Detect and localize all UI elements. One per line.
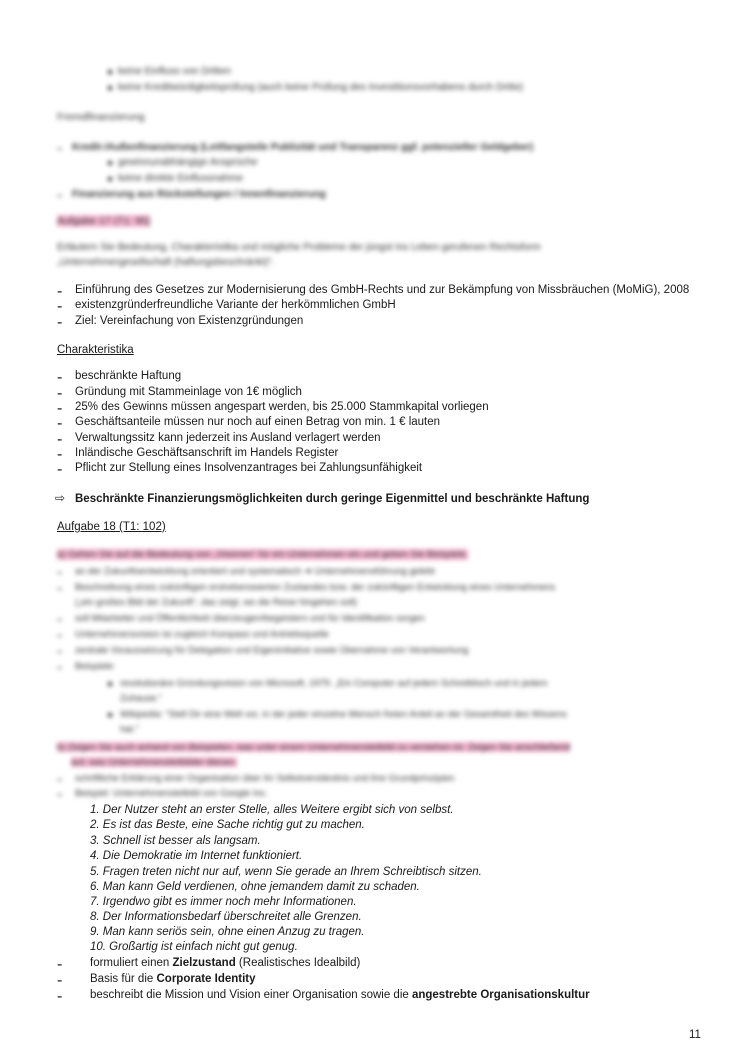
answer-bullet: Ziel: Vereinfachung von Existenzgründungen xyxy=(75,315,304,327)
principle-item: 8. Der Informationsbedarf überschreitet alle Grenzen. xyxy=(90,911,362,923)
blurred-text: Unternehmensvision ist zugleich Kompass und Antriebsquelle xyxy=(75,629,329,639)
characteristic-item: Gründung mit Stammeinlage von 1€ möglich xyxy=(75,386,302,398)
answer-bullet: existenzgründerfreundliche Variante der herkömmlichen GmbH xyxy=(75,299,396,311)
blurred-text: Beschreibung eines zukünftigen erstrebenswerten Zustandes bzw. der zukünftigen Entwicklung eines Unternehmens xyxy=(75,582,556,592)
characteristic-item: Pflicht zur Stellung eines Insolvenzantrages bei Zahlungsunfähigkeit xyxy=(75,462,423,474)
blurred-text: keine Kreditwürdigkeitsprüfung (auch keine Prüfung des Investitionsvorhabens durch Dritte) xyxy=(118,82,524,93)
blurred-question: b) Zeigen Sie auch anhand von Beispielen, was unter einem Unternehmensleitbild zu verstehen ist. Zeigen Sie anschließend xyxy=(57,742,571,752)
blurred-question: „Unternehmergesellschaft (haftungsbeschränkt)“. xyxy=(57,257,275,268)
blurred-text: Finanzierung aus Rückstellungen / Innenfinanzierung xyxy=(72,189,326,200)
document-page: keine Einfluss von Dritten keine Kreditwürdigkeitsprüfung (auch keine Prüfung des Investitionsvorhabens durch Dritte) Fremdfinanzierung - Kredit-/Außenfinanzierung (Leitfangsteile Publizität und Transparenz ggf. potenzieller Geldgeber) gewinnunabhängige Ansprüche keine direkte Einflussnahme - Finanzierung aus Rückstellungen / Innenfinanzierung Aufgabe 17 (T1: 95) Erläutern Sie Bedeutung, Charakteristika und mögliche Probleme der jüngst ins Leben gerufenen Rechtsform „Unternehmergesellschaft (haftungsbeschränkt)“. - Einführung des Gesetzes zur Modernisierung des GmbH-Rechts und zur Bekämpfung von Missbräuchen (MoMiG), 2008 - existenzgründerfreundliche Variante der herkömmlichen GmbH - Ziel: Vereinfachung von Existenzgründungen Charakteristika - beschränkte Haftung - Gründung mit Stammeinlage von 1€ möglich - 25% des Gewinns müssen angespart werden, bis 25.000 Stammkapital vorliegen - Geschäftsanteile müssen nur noch auf einen Betrag von min. 1 € lauten - Verwaltungssitz kann jederzeit ins Ausland verlagert werden - Inländische Geschäftsanschrift im Handels Register - Pflicht zur Stellung eines Insolvenzantrages bei Zahlungsunfähigkeit ⇨ Beschränkte Finanzierungsmöglichkeiten durch geringe Eigenmittel und beschränkte Haftung Aufgabe 18 (T1: 102) a) Gehen Sie auf die Bedeutung von „Visionen“ für ein Unternehmen ein und geben Sie Beispiele. - an der Zukunftsentwicklung orientiert und systematisch ➔ Unternehmensführung gelebt - Beschreibung eines zukünftigen erstrebenswerten Zustandes bzw. der zukünftigen Entwicklung eines Unternehmens („ein großes Bild der Zukunft“, das zeigt, wo die Reise hingehen soll) - soll Mitarbeiter und Öffentlichkeit überzeugen/begeistern und für Identifikation sorgen - Unternehmensvision ist zugleich Kompass und Antriebsquelle - zentrale Voraussetzung für Delegation und Eigeninitiative sowie Übernahme von Verantwortung - Beispiele: revolutionäre Gründungsvision von Microsoft, 1975: „Ein Computer auf jedem Schreibtisch und in jedem Zuhause.“ Wikipedia: “Stell Dir eine Welt vor, in der jeder einzelne Mensch freien Anteil an der Gesamtheit des Wissens hat.” b) Zeigen Sie auch anhand von Beispielen, was unter einem Unternehmensleitbild zu verstehen ist. Zeigen Sie anschließend auf, was Unternehmensleitbilder dienen. - schriftliche Erklärung einer Organisation über ihr Selbstverständnis und ihre Grundprinzipien - Beispiel: Unternehmensleitbild von Google Inc. 1. Der Nutzer steht an erster Stelle, alles Weitere ergibt sich von selbst. 2. Es ist das Beste, eine Sache richtig gut zu machen. 3. Schnell ist besser als langsam. 4. Die Demokratie im Internet funktioniert. 5. Fragen treten nicht nur auf, wenn Sie gerade an Ihrem Schreibtisch sitzen. 6. Man kann Geld verdienen, ohne jemandem damit zu schaden. 7. Irgendwo gibt es immer noch mehr Informationen. 8. Der Informationsbedarf überschreitet alle Grenzen. 9. Man kann seriös sein, ohne einen Anzug zu tragen. 10. Großartig ist einfach nicht gut genug. - formuliert einen Zielzustand (Realistisches Idealbild) - Basis für die Corporate Identity - beschreibt die Mission und Vision einer Organisation sowie die angestrebte Organisationskultur 11 xyxy=(55,66,701,1041)
summary-item: Basis für die Corporate Identity xyxy=(90,973,256,985)
blurred-text: keine direkte Einflussnahme xyxy=(118,173,244,184)
characteristic-item: Geschäftsanteile müssen nur noch auf einen Betrag von min. 1 € lauten xyxy=(75,416,441,428)
principle-item: 7. Irgendwo gibt es immer noch mehr Informationen. xyxy=(90,896,357,908)
characteristic-item: Inländische Geschäftsanschrift im Handels Register xyxy=(75,447,339,459)
characteristic-item: 25% des Gewinns müssen angespart werden, bis 25.000 Stammkapital vorliegen xyxy=(75,401,489,413)
blurred-heading: Fremdfinanzierung xyxy=(57,111,145,123)
blurred-question: Erläutern Sie Bedeutung, Charakteristika und mögliche Probleme der jüngst ins Leben gerufenen Rechtsform xyxy=(57,242,541,253)
principle-item: 3. Schnell ist besser als langsam. xyxy=(90,835,261,847)
principle-item: 2. Es ist das Beste, eine Sache richtig gut zu machen. xyxy=(90,819,365,831)
task-heading: Aufgabe 18 (T1: 102) xyxy=(57,521,166,533)
bullet-square xyxy=(108,86,112,90)
summary-item: formuliert einen Zielzustand (Realistisches Idealbild) xyxy=(90,957,361,969)
section-heading: Charakteristika xyxy=(57,344,134,356)
blurred-text: an der Zukunftsentwicklung orientiert und systematisch ➔ Unternehmensführung gelebt xyxy=(75,566,435,576)
characteristic-item: Verwaltungssitz kann jederzeit ins Ausland verlagert werden xyxy=(75,432,381,444)
summary-item: beschreibt die Mission und Vision einer Organisation sowie die angestrebte Organisationskultur xyxy=(90,989,590,1001)
principle-item: 6. Man kann Geld verdienen, ohne jemandem damit zu schaden. xyxy=(90,881,420,893)
page-number: 11 xyxy=(689,1029,701,1041)
principle-item: 4. Die Demokratie im Internet funktioniert. xyxy=(90,850,303,862)
blurred-text: revolutionäre Gründungsvision von Microsoft, 1975: „Ein Computer auf jedem Schreibtisch und in jedem xyxy=(120,678,548,688)
blurred-text: zentrale Voraussetzung für Delegation und Eigeninitiative sowie Übernahme von Verantwortung xyxy=(75,645,469,655)
blurred-text: keine Einfluss von Dritten xyxy=(118,66,231,77)
blurred-text: schriftliche Erklärung einer Organisation über ihr Selbstverständnis und ihre Grundprinzipien xyxy=(75,773,455,783)
principle-item: 10. Großartig ist einfach nicht gut genug. xyxy=(90,941,298,953)
principle-item: 5. Fragen treten nicht nur auf, wenn Sie gerade an Ihrem Schreibtisch sitzen. xyxy=(90,866,482,878)
conclusion-text: Beschränkte Finanzierungsmöglichkeiten durch geringe Eigenmittel und beschränkte Haftung xyxy=(75,493,590,505)
blurred-text: („ein großes Bild der Zukunft“, das zeigt, wo die Reise hingehen soll) xyxy=(75,597,358,607)
blurred-question: auf, was Unternehmensleitbilder dienen. xyxy=(71,757,237,767)
blurred-text: Beispiel: Unternehmensleitbild von Google Inc. xyxy=(75,788,268,798)
principle-item: 1. Der Nutzer steht an erster Stelle, alles Weitere ergibt sich von selbst. xyxy=(90,804,454,816)
principle-item: 9. Man kann seriös sein, ohne einen Anzug zu tragen. xyxy=(90,926,365,938)
blurred-question: a) Gehen Sie auf die Bedeutung von „Visionen“ für ein Unternehmen ein und geben Sie Beispiele. xyxy=(57,549,469,560)
blurred-text: Zuhause.“ xyxy=(120,693,162,703)
blurred-text: gewinnunabhängige Ansprüche xyxy=(118,157,258,168)
arrow-icon: ⇨ xyxy=(55,491,66,505)
blurred-text: Beispiele: xyxy=(75,661,116,671)
blurred-task-heading: Aufgabe 17 (T1: 95) xyxy=(57,215,151,227)
characteristic-item: beschränkte Haftung xyxy=(75,370,182,382)
blurred-text: soll Mitarbeiter und Öffentlichkeit überzeugen/begeistern und für Identifikation sorgen xyxy=(75,613,425,623)
blurred-text: Wikipedia: “Stell Dir eine Welt vor, in der jeder einzelne Mensch freien Anteil an der Gesamtheit des Wissens xyxy=(120,709,567,719)
blurred-text: hat.” xyxy=(120,724,139,734)
blurred-text: Kredit-/Außenfinanzierung (Leitfangsteile Publizität und Transparenz ggf. potenzieller Geldgeber) xyxy=(72,142,534,153)
bullet-square xyxy=(108,70,112,74)
answer-bullet: Einführung des Gesetzes zur Modernisierung des GmbH-Rechts und zur Bekämpfung von Missbräuchen (MoMiG), 2008 xyxy=(75,284,690,296)
